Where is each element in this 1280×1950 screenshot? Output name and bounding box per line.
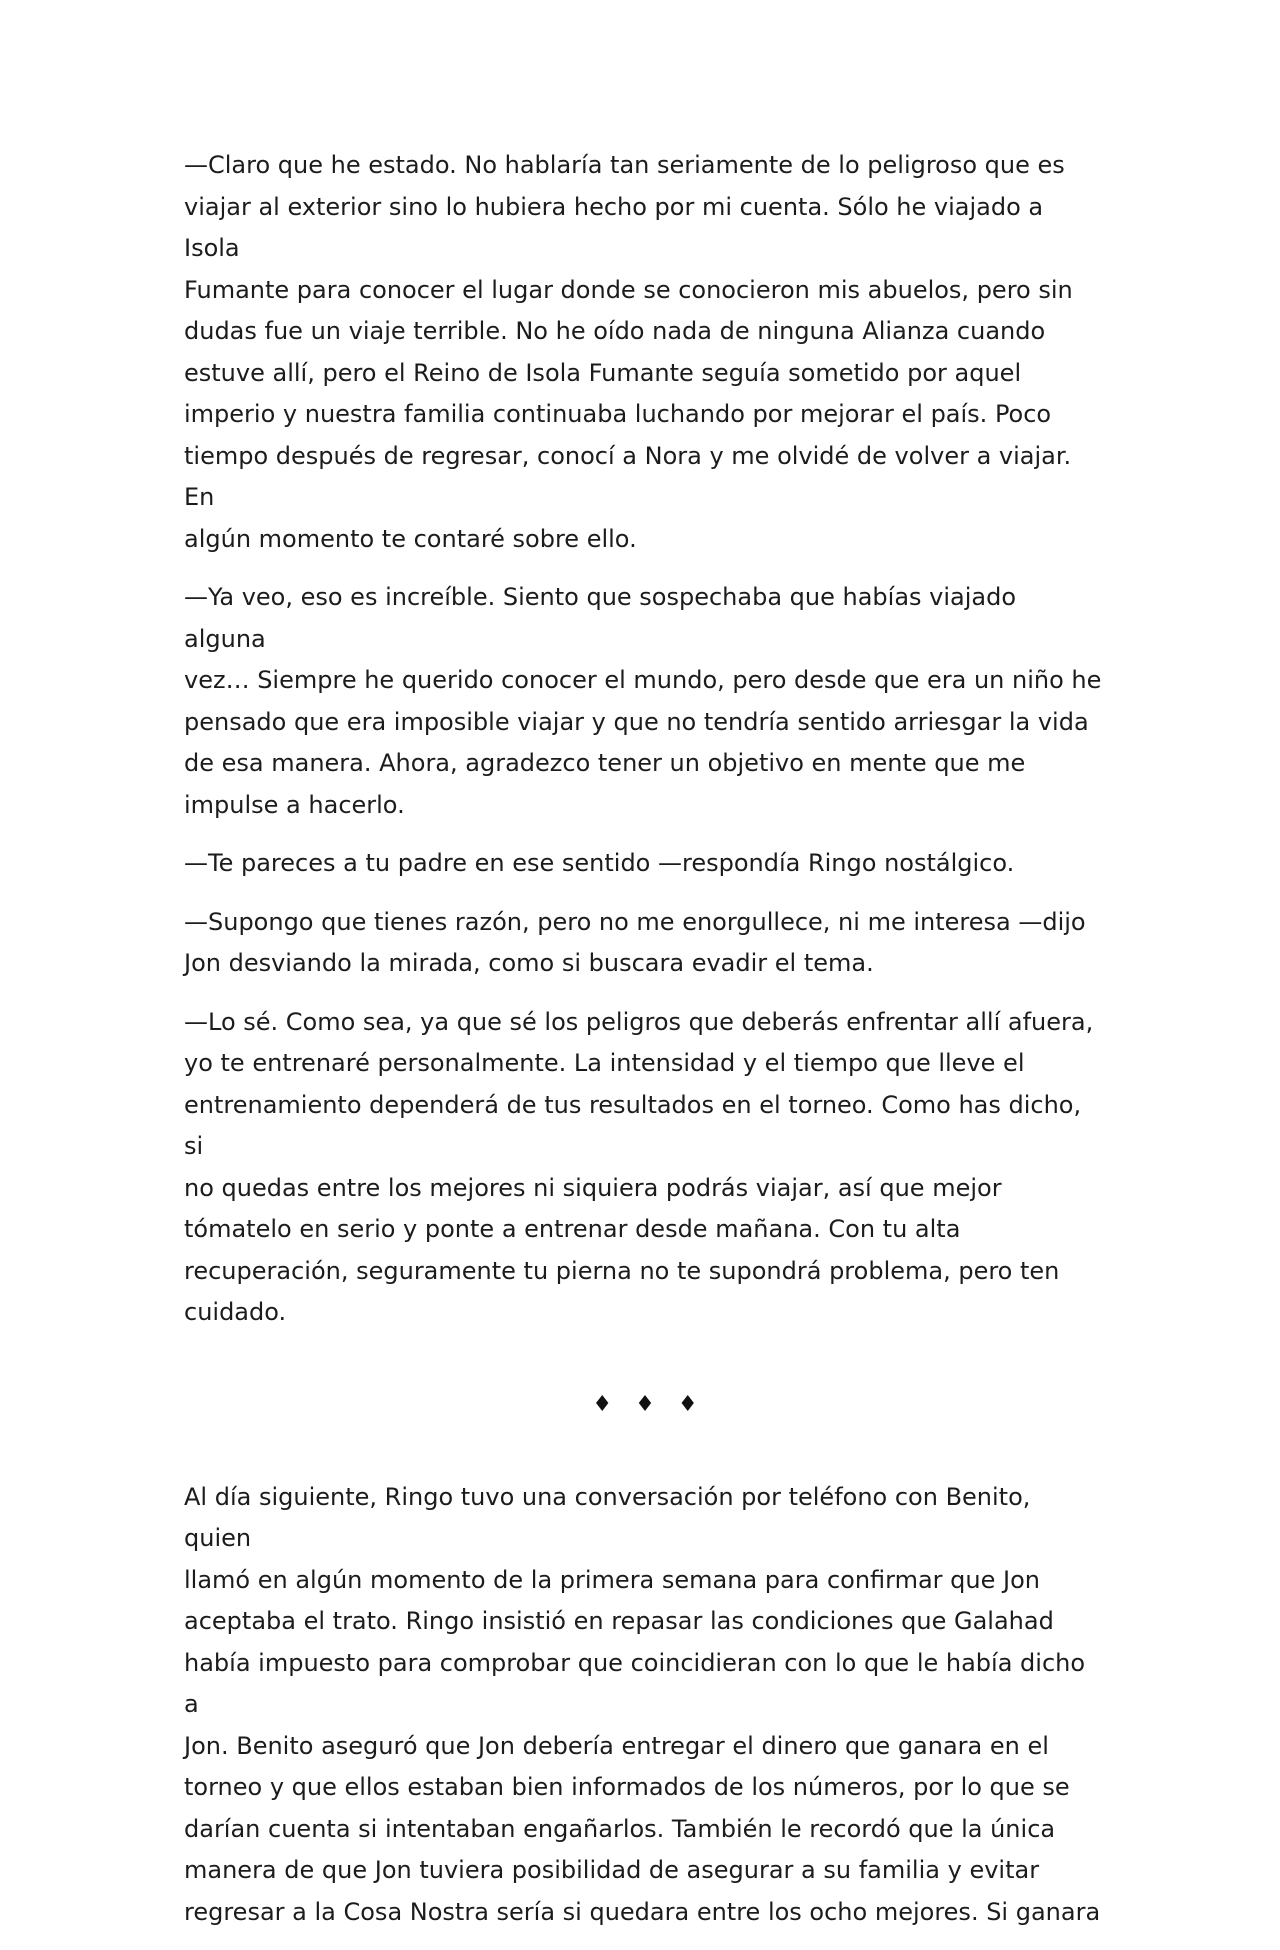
section-separator-diamonds: ♦ ♦ ♦: [592, 1391, 706, 1417]
paragraph-supongo: —Supongo que tienes razón, pero no me enorgullece, ni me interesa —dijo Jon desviando la mirada, como si buscara evadir el tema.: [184, 907, 1086, 977]
paragraph-claro-que-he-estado: —Claro que he estado. No hablaría tan seriamente de lo peligroso que es viajar al exterior sino lo hubiera hecho por mi cuenta. Sólo he viajado a Isola Fumante para conocer el lugar donde se conocieron mis abuelos, pero sin dudas fue un viaje terrible. No he oído nada de ninguna Alianza cuando estuve allí, pero el Reino de Isola Fumante seguía sometido por aquel imperio y nuestra familia continuaba luchando por mejorar el país. Poco tiempo después de regresar, conocí a Nora y me olvidé de volver a viajar. En algún momento te contaré sobre ello.: [184, 151, 1073, 553]
paragraph-lo-se: —Lo sé. Como sea, ya que sé los peligros que deberás enfrentar allí afuera, yo te entrenaré personalmente. La intensidad y el tiempo que lleve el entrenamiento dependerá de tus resultados en el torneo. Como has dicho, si no quedas entre los mejores ni siquiera podrás viajar, así que mejor tómatelo en serio y ponte a entrenar desde mañana. Con tu alta recuperación, seguramente tu pierna no te supondrá problema, pero ten cuidado.: [184, 1007, 1094, 1326]
paragraph-ya-veo: —Ya veo, eso es increíble. Siento que sospechaba que habías viajado alguna vez… Siempre he querido conocer el mundo, pero desde que era un niño he pensado que era imposible viajar y que no tendría sentido arriesgar la vida de esa manera. Ahora, agradezco tener un objetivo en mente que me impulse a hacerlo.: [184, 583, 1102, 819]
paragraph-al-dia-siguiente: Al día siguiente, Ringo tuvo una conversación por teléfono con Benito, quien llamó en algún momento de la primera semana para confirmar que Jon aceptaba el trato. Ringo insistió en repasar las condiciones que Galahad había impuesto para comprobar que coincidieran con lo que le había dicho a Jon. Benito aseguró que Jon debería entregar el dinero que ganara en el torneo y que ellos estaban bien informados de los números, por lo que se darían cuenta si intentaban engañarlos. También le recordó que la única manera de que Jon tuviera posibilidad de asegurar a su familia y evitar regresar a la Cosa Nostra sería si quedara entre los ocho mejores. Si ganara: [184, 1482, 1101, 1926]
document-body: [184, 145, 1104, 1950]
paragraph-te-pareces: —Te pareces a tu padre en ese sentido —respondía Ringo nostálgico.: [184, 849, 1015, 877]
